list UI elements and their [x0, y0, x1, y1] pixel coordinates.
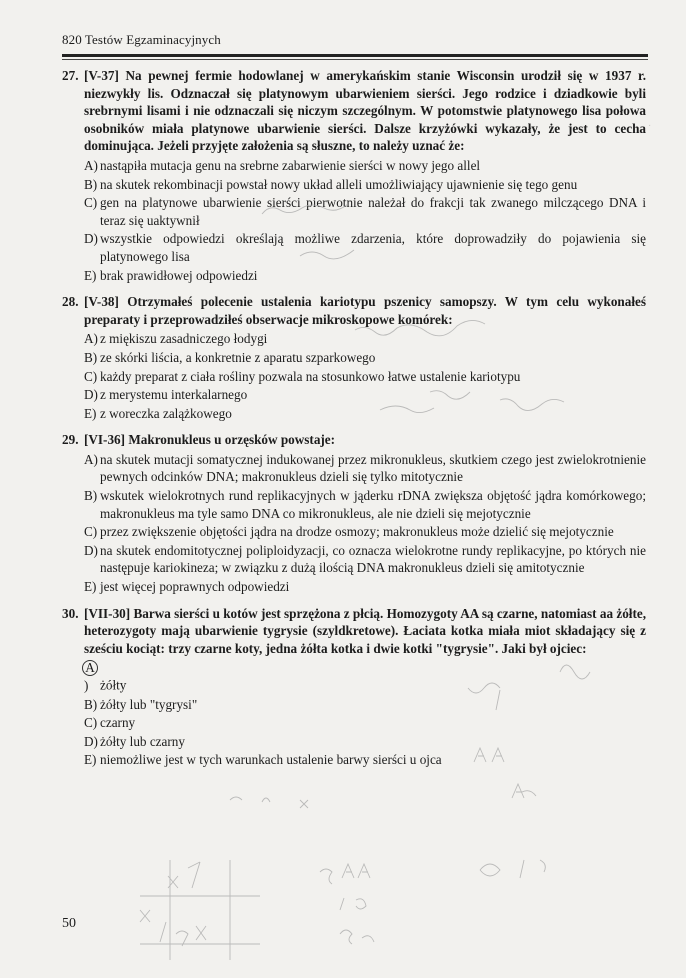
answer-options: [84, 451, 646, 596]
question-stem: [VI-36] Makronukleus u orzęsków powstaje:: [84, 432, 336, 448]
answer-option-b[interactable]: [84, 349, 646, 367]
option-text: żółty lub "tygrysi": [100, 696, 198, 712]
option-text: nastąpiła mutacja genu na srebrne zabarwienie sierści w nowy jego allel: [100, 157, 481, 173]
option-text: każdy preparat z ciała rośliny pozwala na stosunkowo łatwe ustalenie kariotypu: [100, 368, 521, 384]
option-text: na skutek rekombinacji powstał nowy układ alleli umożliwiający ujawnienie się tego genu: [100, 176, 578, 192]
option-letter: A): [84, 451, 98, 467]
answer-options: [84, 330, 646, 422]
option-letter: D): [84, 542, 98, 558]
option-text: niemożliwe jest w tych warunkach ustalenie barwy sierści u ojca: [100, 752, 442, 768]
answer-option-e[interactable]: [84, 578, 646, 596]
option-text: żółty lub czarny: [100, 733, 185, 749]
option-text: brak prawidłowej odpowiedzi: [100, 267, 258, 283]
option-letter: E): [84, 267, 97, 283]
answer-option-b[interactable]: [84, 487, 646, 522]
question-29: [62, 431, 646, 595]
running-header: 820 Testów Egzaminacyjnych: [62, 32, 221, 47]
question-28: [62, 293, 646, 422]
answer-option-c[interactable]: [84, 523, 646, 541]
option-letter: C): [84, 368, 98, 384]
question-27: [62, 67, 646, 284]
option-text: z miękiszu zasadniczego łodygi: [100, 331, 268, 347]
option-text: gen na platynowe ubarwienie sierści pierwotnie należał do frakcji tak zwanego milczącego DNA i teraz się uaktywnił: [100, 195, 646, 228]
question-number: 28.: [62, 294, 79, 310]
option-letter: C): [84, 715, 98, 731]
option-letter: C): [84, 524, 98, 540]
pencil-grid-sketch: [140, 860, 260, 960]
option-letter: B): [84, 488, 98, 504]
option-letter: E): [84, 579, 97, 595]
option-letter: B): [84, 176, 98, 192]
answer-option-a[interactable]: [84, 330, 646, 348]
option-text: na skutek endomitotycznej poliploidyzacji, co oznacza wielokrotne rundy replikacyjne, po których nie następuje kariokineza; w związku z dużą ilością DNA makronukleus dzieli się amitotycznie: [100, 542, 646, 576]
option-letter: E): [84, 752, 97, 768]
option-text: wszystkie odpowiedzi określają możliwe zdarzenia, które doprowadziły do pojawienia się platynowego lisa: [100, 231, 646, 264]
option-text: czarny: [100, 715, 136, 731]
option-letter: B): [84, 349, 98, 365]
question-number: 30.: [62, 605, 79, 621]
option-letter: D): [84, 231, 98, 247]
answer-option-b[interactable]: [84, 176, 646, 194]
answer-option-c[interactable]: [84, 368, 646, 386]
option-letter: C): [84, 195, 98, 211]
option-letter: B): [84, 696, 98, 712]
pencil-scribble: [230, 797, 308, 808]
question-number: 27.: [62, 68, 79, 83]
answer-option-e[interactable]: [84, 267, 646, 285]
answer-option-e[interactable]: [84, 405, 646, 423]
pencil-scribble: [140, 910, 206, 946]
option-text: na skutek mutacji somatycznej indukowanej przez mikronukleus, skutkiem czego jest zwielokrotnienie pewnych odcinków DNA; makronukleus dzieli się tylko mitotycznie: [100, 451, 646, 485]
answer-option-b[interactable]: [84, 696, 646, 714]
pencil-scribble: [340, 930, 374, 944]
option-letter: D): [84, 733, 98, 749]
circled-answer-mark: A: [82, 660, 98, 676]
answer-option-d[interactable]: [84, 733, 646, 751]
pencil-scribble: [512, 784, 536, 798]
option-letter: D): [84, 387, 98, 403]
question-30: [62, 605, 646, 769]
option-letter: A): [84, 331, 98, 347]
option-text: przez zwiększenie objętości jądra na drodze osmozy; makronukleus może dzielić się mejotycznie: [100, 524, 614, 540]
option-text: wskutek wielokrotnych rund replikacyjnych w jąderku rDNA zwiększa objętość jądra komórkowego; makronukleus ma tyle samo DNA co mikronukleus, ale nie dzieli się mejotycznie: [100, 488, 646, 521]
question-stem: [VII-30] Barwa sierści u kotów jest sprzężona z płcią. Homozygoty AA są czarne, natomiast aa żółte, heterozygoty mają ubarwienie tygrysie (szyldkretowe). Łaciata kotka miała miot składający się z sześciu kociąt: trzy czarne koty, jedna żółta kotka i dwie kotki "tygrysie". Jaki był ojciec:: [84, 605, 646, 656]
questions-list: [62, 67, 646, 770]
option-letter: E): [84, 405, 97, 421]
answer-options: [84, 659, 646, 769]
answer-option-a[interactable]: [84, 157, 646, 175]
answer-option-d[interactable]: [84, 230, 646, 265]
header-rule-thick: [62, 54, 648, 57]
header-rule-thin: [62, 59, 648, 60]
answer-option-c[interactable]: [84, 194, 646, 229]
pencil-scribble: [320, 864, 370, 884]
answer-option-c[interactable]: [84, 714, 646, 732]
answer-options: [84, 157, 646, 284]
bleed-through-mark: ·: [648, 120, 652, 131]
question-stem: [V-37] Na pewnej fermie hodowlanej w amerykańskim stanie Wisconsin urodził się w 1937 r. niezwykły lis. Odznaczał się platynowym ubarwieniem sierści. Jego rodzice i dziadkowie byli srebrnymi lisami i nie odznaczali się niczym szczególnym. W potomstwie platynowego lisa połowa osobników miała platynowe ubarwienie sierści. Dalsze krzyżówki wykazały, że jest to cecha dominująca. Jeżeli przyjęte założenia są słuszne, to należy uznać że:: [84, 68, 646, 154]
pencil-scribble: [480, 860, 545, 878]
pencil-scribble: [340, 898, 366, 910]
option-text: żółty: [100, 678, 127, 693]
answer-option-d[interactable]: [84, 386, 646, 404]
page-number: 50: [62, 916, 76, 931]
answer-option-d[interactable]: [84, 542, 646, 577]
option-text: jest więcej poprawnych odpowiedzi: [100, 579, 290, 595]
option-text: z merystemu interkalarnego: [100, 387, 248, 403]
option-text: z woreczka zalążkowego: [100, 405, 232, 421]
answer-option-a[interactable]: A) żółty: [84, 660, 127, 693]
option-letter: A): [84, 157, 98, 173]
question-number: 29.: [62, 432, 79, 448]
answer-option-e[interactable]: [84, 751, 646, 769]
question-stem: [V-38] Otrzymałeś polecenie ustalenia kariotypu pszenicy samopszy. W tym celu wykonałeś preparaty i przeprowadziłeś obserwacje mikroskopowe komórek:: [84, 294, 646, 327]
pencil-scribble: [168, 862, 200, 888]
answer-option-a[interactable]: [84, 451, 646, 486]
option-text: ze skórki liścia, a konkretnie z aparatu szparkowego: [100, 349, 376, 365]
